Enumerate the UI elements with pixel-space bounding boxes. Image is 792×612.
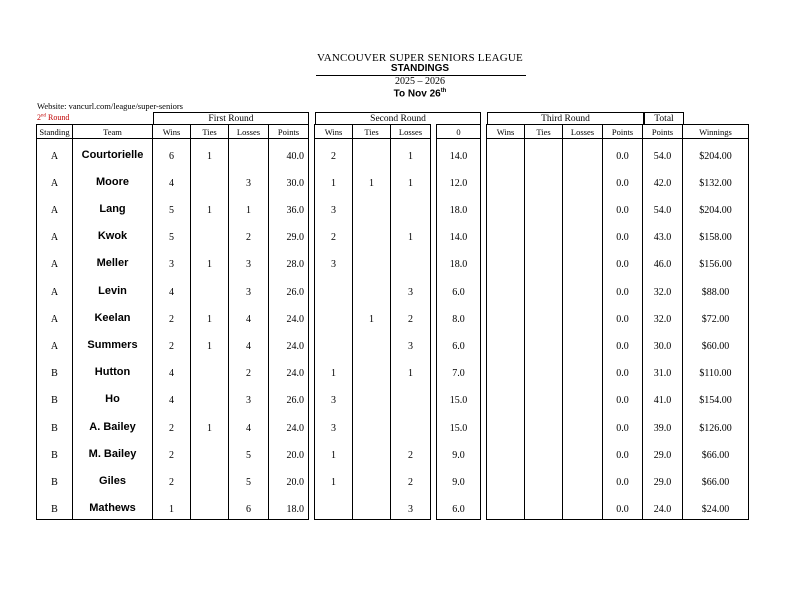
cell-r1-ties: 1: [191, 410, 229, 437]
cell-standing: B: [37, 438, 73, 465]
cell-r1-ties: 1: [191, 329, 229, 356]
col-r3-losses: Losses: [563, 125, 603, 139]
cell-r1-points: 24.0: [269, 302, 309, 329]
cell-r2-wins: 3: [315, 410, 353, 437]
cell-r2-wins: [315, 302, 353, 329]
table-row: [37, 302, 749, 329]
cell-r1-wins: 2: [153, 410, 191, 437]
cell-winnings: $60.00: [683, 329, 749, 356]
cell-r2-wins: 1: [315, 465, 353, 492]
cell-r1-losses: 5: [229, 438, 269, 465]
cell-r1-points: 20.0: [269, 465, 309, 492]
season-years: 2025 – 2026: [395, 76, 445, 87]
cell-r3-ties: [525, 247, 563, 274]
cell-r2-losses: [391, 247, 431, 274]
cell-r2-losses: 1: [391, 166, 431, 193]
cell-r1-points: 18.0: [269, 492, 309, 519]
cell-r1-wins: 4: [153, 356, 191, 383]
cell-total-points: 32.0: [643, 302, 683, 329]
cell-winnings: $72.00: [683, 302, 749, 329]
cell-r3-wins: [487, 329, 525, 356]
cell-r1-ties: [191, 383, 229, 410]
cell-r2-losses: 2: [391, 438, 431, 465]
table-row: [37, 438, 749, 465]
cell-r3-losses: [563, 247, 603, 274]
table-row: [37, 193, 749, 220]
table-row: [37, 492, 749, 519]
table-row: [37, 274, 749, 301]
cell-r3-ties: [525, 356, 563, 383]
cell-total-points: 29.0: [643, 438, 683, 465]
cell-r2-wins: [315, 329, 353, 356]
cell-r3-wins: [487, 383, 525, 410]
table-row: [37, 166, 749, 193]
cell-standing: A: [37, 220, 73, 247]
standings-body: [37, 139, 749, 520]
col-team: Team: [73, 125, 153, 139]
cell-r1-losses: 3: [229, 383, 269, 410]
cell-r1-points: 24.0: [269, 356, 309, 383]
cell-team: Levin: [73, 274, 153, 301]
cell-team: A. Bailey: [73, 410, 153, 437]
cell-standing: B: [37, 465, 73, 492]
cell-r1-points: 26.0: [269, 383, 309, 410]
cell-standing: B: [37, 410, 73, 437]
cell-r2-wins: [315, 492, 353, 519]
cell-r1-wins: 2: [153, 329, 191, 356]
cell-r1-points: 29.0: [269, 220, 309, 247]
cell-r2-losses: 2: [391, 302, 431, 329]
cell-r1-ties: [191, 356, 229, 383]
cell-r1-points: 20.0: [269, 438, 309, 465]
cell-r1-points: 36.0: [269, 193, 309, 220]
cell-total-points: 24.0: [643, 492, 683, 519]
cell-r2-losses: [391, 383, 431, 410]
cell-r3-losses: [563, 438, 603, 465]
cell-r1-losses: 5: [229, 465, 269, 492]
cell-r2-ties: [353, 193, 391, 220]
col-r1-ties: Ties: [191, 125, 229, 139]
cell-team: Meller: [73, 247, 153, 274]
cell-r3-wins: [487, 247, 525, 274]
cell-r2-ties: 1: [353, 166, 391, 193]
cell-standing: A: [37, 166, 73, 193]
cell-standing: A: [37, 302, 73, 329]
col-total-points: Points: [643, 125, 683, 139]
cell-r2-losses: [391, 410, 431, 437]
cell-r3-points: 0.0: [603, 302, 643, 329]
cell-r3-wins: [487, 274, 525, 301]
cell-r3-losses: [563, 166, 603, 193]
cell-r2-points: 7.0: [437, 356, 481, 383]
cell-r2-ties: [353, 438, 391, 465]
cell-r1-losses: 4: [229, 410, 269, 437]
cell-r1-losses: 2: [229, 220, 269, 247]
cell-r3-losses: [563, 274, 603, 301]
cell-standing: A: [37, 274, 73, 301]
cell-winnings: $204.00: [683, 139, 749, 166]
col-r2-losses: Losses: [391, 125, 431, 139]
cell-r1-wins: 4: [153, 274, 191, 301]
cell-r1-ties: 1: [191, 247, 229, 274]
table-row: [37, 465, 749, 492]
cell-r2-wins: 1: [315, 356, 353, 383]
cell-r2-wins: 1: [315, 438, 353, 465]
cell-r3-losses: [563, 329, 603, 356]
cell-r3-losses: [563, 410, 603, 437]
cell-r2-points: 6.0: [437, 329, 481, 356]
cell-standing: B: [37, 492, 73, 519]
cell-r1-wins: 2: [153, 438, 191, 465]
col-r3-wins: Wins: [487, 125, 525, 139]
cell-r2-losses: 3: [391, 274, 431, 301]
cell-winnings: $88.00: [683, 274, 749, 301]
cell-r3-ties: [525, 383, 563, 410]
cell-r3-points: 0.0: [603, 166, 643, 193]
cell-r1-wins: 2: [153, 465, 191, 492]
round-note-text: Round: [46, 113, 70, 122]
cell-winnings: $66.00: [683, 465, 749, 492]
cell-r2-ties: [353, 410, 391, 437]
cell-total-points: 43.0: [643, 220, 683, 247]
cell-r1-losses: 4: [229, 329, 269, 356]
cell-r3-wins: [487, 492, 525, 519]
cell-r2-losses: 1: [391, 220, 431, 247]
cell-standing: A: [37, 139, 73, 166]
cell-r3-losses: [563, 302, 603, 329]
cell-r1-ties: [191, 220, 229, 247]
cell-r3-losses: [563, 193, 603, 220]
cell-r3-ties: [525, 492, 563, 519]
cell-r1-ties: [191, 166, 229, 193]
cell-standing: A: [37, 329, 73, 356]
col-standing: Standing: [37, 125, 73, 139]
cell-r2-points: 15.0: [437, 383, 481, 410]
table-row: [37, 410, 749, 437]
cell-r2-wins: 3: [315, 247, 353, 274]
cell-r2-losses: 1: [391, 356, 431, 383]
group-total: Total: [644, 112, 684, 124]
cell-r3-wins: [487, 438, 525, 465]
cell-r1-losses: 2: [229, 356, 269, 383]
cell-r1-ties: [191, 274, 229, 301]
round-ordinal: 2: [37, 113, 41, 122]
table-row: [37, 329, 749, 356]
cell-team: Courtorielle: [73, 139, 153, 166]
header-row: [37, 125, 749, 139]
cell-r2-wins: 2: [315, 220, 353, 247]
cell-r2-ties: [353, 492, 391, 519]
cell-winnings: $126.00: [683, 410, 749, 437]
cell-r3-points: 0.0: [603, 492, 643, 519]
cell-r1-wins: 4: [153, 383, 191, 410]
cell-r3-ties: [525, 302, 563, 329]
cell-r2-wins: 3: [315, 193, 353, 220]
to-date-suffix: th: [440, 88, 447, 94]
cell-r2-points: 12.0: [437, 166, 481, 193]
cell-r2-ties: [353, 247, 391, 274]
cell-team: Moore: [73, 166, 153, 193]
cell-r1-ties: [191, 492, 229, 519]
cell-r3-wins: [487, 410, 525, 437]
cell-winnings: $24.00: [683, 492, 749, 519]
cell-r2-points: 14.0: [437, 139, 481, 166]
cell-r3-points: 0.0: [603, 410, 643, 437]
cell-winnings: $204.00: [683, 193, 749, 220]
cell-r3-wins: [487, 139, 525, 166]
cell-r1-losses: 6: [229, 492, 269, 519]
cell-r2-points: 14.0: [437, 220, 481, 247]
cell-r3-points: 0.0: [603, 438, 643, 465]
website-link[interactable]: Website: vancurl.com/league/super-seniors: [37, 101, 183, 111]
cell-team: Mathews: [73, 492, 153, 519]
cell-r1-losses: 3: [229, 274, 269, 301]
cell-r1-wins: 5: [153, 220, 191, 247]
round-note: [37, 113, 69, 122]
cell-r1-ties: 1: [191, 193, 229, 220]
col-r3-points: Points: [603, 125, 643, 139]
cell-r3-points: 0.0: [603, 356, 643, 383]
col-r2-points: 0: [437, 125, 481, 139]
cell-r3-points: 0.0: [603, 139, 643, 166]
cell-winnings: $158.00: [683, 220, 749, 247]
col-r1-wins: Wins: [153, 125, 191, 139]
cell-r2-losses: 1: [391, 139, 431, 166]
cell-r1-points: 30.0: [269, 166, 309, 193]
cell-r3-ties: [525, 274, 563, 301]
cell-r1-points: 40.0: [269, 139, 309, 166]
group-third-round: Third Round: [487, 112, 644, 124]
cell-total-points: 46.0: [643, 247, 683, 274]
cell-r3-ties: [525, 329, 563, 356]
cell-r1-points: 28.0: [269, 247, 309, 274]
cell-r3-wins: [487, 166, 525, 193]
cell-r2-points: 9.0: [437, 465, 481, 492]
cell-r3-losses: [563, 465, 603, 492]
cell-r2-losses: 3: [391, 329, 431, 356]
cell-r1-wins: 5: [153, 193, 191, 220]
cell-total-points: 31.0: [643, 356, 683, 383]
cell-r3-wins: [487, 302, 525, 329]
cell-team: Lang: [73, 193, 153, 220]
cell-r2-ties: [353, 329, 391, 356]
to-date-label: [0, 88, 792, 99]
cell-total-points: 39.0: [643, 410, 683, 437]
cell-r2-wins: [315, 274, 353, 301]
cell-r2-ties: 1: [353, 302, 391, 329]
cell-r1-wins: 2: [153, 302, 191, 329]
cell-r3-wins: [487, 220, 525, 247]
cell-r2-points: 18.0: [437, 193, 481, 220]
cell-r2-losses: [391, 193, 431, 220]
to-date-text: To Nov 26: [393, 88, 441, 100]
cell-r2-ties: [353, 139, 391, 166]
standings-subtitle: STANDINGS: [390, 63, 450, 74]
table-row: [37, 139, 749, 166]
cell-r3-wins: [487, 193, 525, 220]
standings-table: [36, 124, 749, 520]
cell-r2-wins: 1: [315, 166, 353, 193]
cell-r1-wins: 3: [153, 247, 191, 274]
cell-total-points: 30.0: [643, 329, 683, 356]
cell-r2-points: 8.0: [437, 302, 481, 329]
cell-r3-losses: [563, 383, 603, 410]
cell-total-points: 29.0: [643, 465, 683, 492]
cell-team: Hutton: [73, 356, 153, 383]
cell-r1-wins: 6: [153, 139, 191, 166]
cell-r3-ties: [525, 220, 563, 247]
cell-r1-losses: 3: [229, 166, 269, 193]
cell-r3-wins: [487, 356, 525, 383]
cell-team: M. Bailey: [73, 438, 153, 465]
cell-r2-points: 18.0: [437, 247, 481, 274]
cell-r3-ties: [525, 465, 563, 492]
table-row: [37, 383, 749, 410]
group-first-round: First Round: [153, 112, 309, 124]
col-r1-points: Points: [269, 125, 309, 139]
cell-r2-points: 6.0: [437, 492, 481, 519]
cell-r2-ties: [353, 220, 391, 247]
cell-r3-points: 0.0: [603, 274, 643, 301]
cell-r3-points: 0.0: [603, 193, 643, 220]
cell-r2-ties: [353, 356, 391, 383]
cell-r1-ties: [191, 438, 229, 465]
col-r1-losses: Losses: [229, 125, 269, 139]
cell-team: Keelan: [73, 302, 153, 329]
cell-r2-losses: 3: [391, 492, 431, 519]
cell-r2-losses: 2: [391, 465, 431, 492]
cell-r1-losses: [229, 139, 269, 166]
cell-r3-points: 0.0: [603, 247, 643, 274]
cell-r1-ties: 1: [191, 302, 229, 329]
cell-r1-points: 26.0: [269, 274, 309, 301]
cell-r3-points: 0.0: [603, 329, 643, 356]
table-row: [37, 220, 749, 247]
cell-r3-ties: [525, 438, 563, 465]
cell-r1-losses: 4: [229, 302, 269, 329]
cell-standing: B: [37, 383, 73, 410]
cell-r2-ties: [353, 465, 391, 492]
cell-r2-ties: [353, 383, 391, 410]
league-title: VANCOUVER SUPER SENIORS LEAGUE: [317, 52, 523, 64]
cell-total-points: 54.0: [643, 139, 683, 166]
cell-r1-wins: 1: [153, 492, 191, 519]
cell-r1-points: 24.0: [269, 329, 309, 356]
col-r2-wins: Wins: [315, 125, 353, 139]
cell-r2-points: 9.0: [437, 438, 481, 465]
cell-standing: B: [37, 356, 73, 383]
round-ordinal-suffix: nd: [41, 113, 46, 119]
cell-winnings: $132.00: [683, 166, 749, 193]
cell-r3-ties: [525, 410, 563, 437]
cell-r3-points: 0.0: [603, 220, 643, 247]
cell-total-points: 42.0: [643, 166, 683, 193]
cell-r1-ties: [191, 465, 229, 492]
col-r2-ties: Ties: [353, 125, 391, 139]
cell-r3-losses: [563, 356, 603, 383]
cell-r3-points: 0.0: [603, 465, 643, 492]
cell-winnings: $156.00: [683, 247, 749, 274]
cell-total-points: 54.0: [643, 193, 683, 220]
col-winnings: Winnings: [683, 125, 749, 139]
cell-r3-wins: [487, 465, 525, 492]
col-r3-ties: Ties: [525, 125, 563, 139]
cell-standing: A: [37, 247, 73, 274]
cell-r3-ties: [525, 139, 563, 166]
table-row: [37, 247, 749, 274]
cell-total-points: 32.0: [643, 274, 683, 301]
cell-winnings: $66.00: [683, 438, 749, 465]
cell-winnings: $154.00: [683, 383, 749, 410]
cell-r3-ties: [525, 166, 563, 193]
cell-total-points: 41.0: [643, 383, 683, 410]
cell-r1-losses: 1: [229, 193, 269, 220]
cell-r1-ties: 1: [191, 139, 229, 166]
cell-team: Summers: [73, 329, 153, 356]
table-row: [37, 356, 749, 383]
cell-standing: A: [37, 193, 73, 220]
cell-r2-ties: [353, 274, 391, 301]
cell-r3-losses: [563, 492, 603, 519]
cell-r2-wins: 2: [315, 139, 353, 166]
cell-r1-points: 24.0: [269, 410, 309, 437]
cell-team: Giles: [73, 465, 153, 492]
cell-r3-points: 0.0: [603, 383, 643, 410]
cell-team: Kwok: [73, 220, 153, 247]
cell-team: Ho: [73, 383, 153, 410]
cell-winnings: $110.00: [683, 356, 749, 383]
group-second-round: Second Round: [315, 112, 481, 124]
cell-r2-points: 6.0: [437, 274, 481, 301]
cell-r3-ties: [525, 193, 563, 220]
cell-r2-wins: 3: [315, 383, 353, 410]
cell-r3-losses: [563, 139, 603, 166]
cell-r1-wins: 4: [153, 166, 191, 193]
cell-r3-losses: [563, 220, 603, 247]
cell-r2-points: 15.0: [437, 410, 481, 437]
cell-r1-losses: 3: [229, 247, 269, 274]
